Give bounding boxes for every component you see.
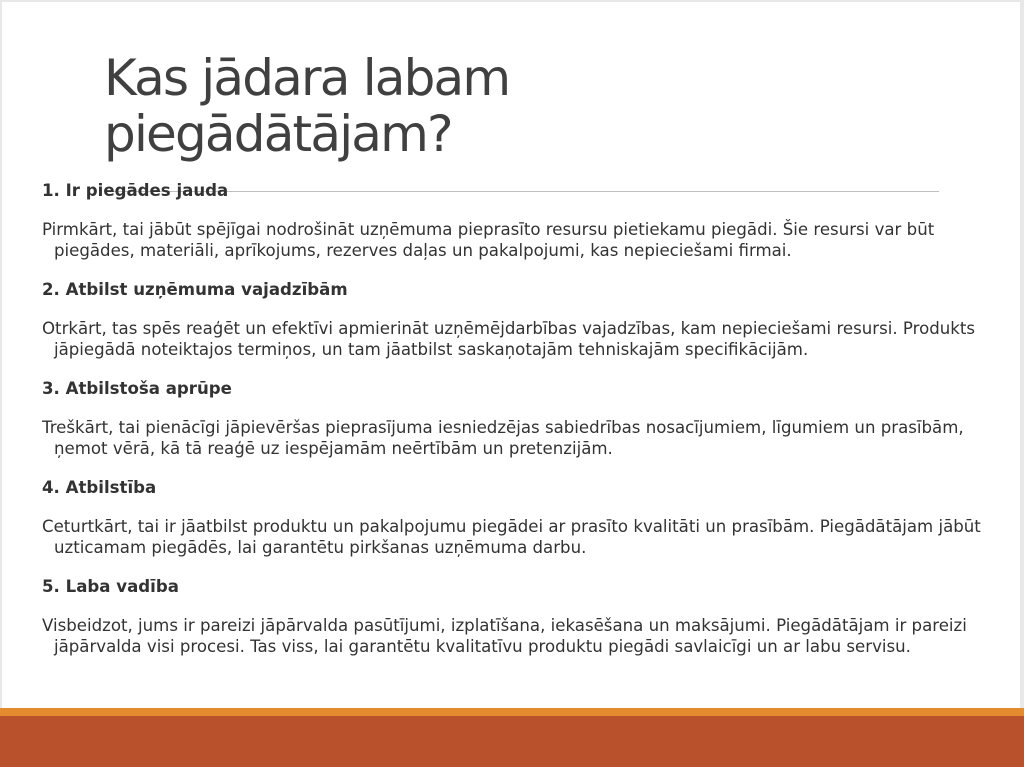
slide-body bbox=[42, 180, 1002, 675]
section-text-1: Pirmkārt, tai jābūt spējīgai nodrošināt uzņēmuma pieprasīto resursu pietiekamu piegādi. Šie resursi var būt piegādes, materiāli, aprīkojums, rezerves daļas un pakalpojumi, kas nepieciešami firmai. bbox=[42, 220, 935, 260]
slide-border-right bbox=[1020, 0, 1024, 708]
section-heading-4: 4. Atbilstība bbox=[42, 478, 157, 497]
section-text-5: Visbeidzot, jums ir pareizi jāpārvalda pasūtījumi, izplatīšana, iekasēšana un maksājumi. Piegādātājam ir pareizi jāpārvalda visi procesi. Tas viss, lai garantētu kvalitatīvu produktu piegādi savlaicīgi un ar labu servisu. bbox=[42, 616, 967, 656]
section-text-2: Otrkārt, tas spēs reaģēt un efektīvi apmierināt uzņēmējdarbības vajadzības, kam nepieciešami resursi. Produkts jāpiegādā noteiktajos termiņos, un tam jāatbilst saskaņotajām tehniskajām specifikācijām. bbox=[42, 319, 976, 359]
section-heading-2: 2. Atbilst uzņēmuma vajadzībām bbox=[42, 280, 348, 299]
slide-title: Kas jādara labam piegādātājam? bbox=[104, 49, 510, 163]
section-heading-1: 1. Ir piegādes jauda bbox=[42, 181, 229, 200]
section-text-4: Ceturtkārt, tai ir jāatbilst produktu un pakalpojumu piegādei ar prasīto kvalitāti un prasībām. Piegādātājam jābūt uzticamam piegādēs, lai garantētu pirkšanas uzņēmuma darbu. bbox=[42, 517, 981, 557]
footer-accent-stripe bbox=[0, 708, 1024, 716]
slide-border-top bbox=[0, 0, 1024, 2]
section-heading-3: 3. Atbilstoša aprūpe bbox=[42, 379, 232, 398]
footer-band bbox=[0, 716, 1024, 767]
section-heading-5: 5. Laba vadība bbox=[42, 577, 179, 596]
slide-border-left bbox=[0, 0, 2, 708]
section-text-3: Treškārt, tai pienācīgi jāpievēršas pieprasījuma iesniedzējas sabiedrības nosacījumiem, līgumiem un prasībām, ņemot vērā, kā tā reaģē uz iespējamām neērtībām un pretenzijām. bbox=[42, 418, 964, 458]
